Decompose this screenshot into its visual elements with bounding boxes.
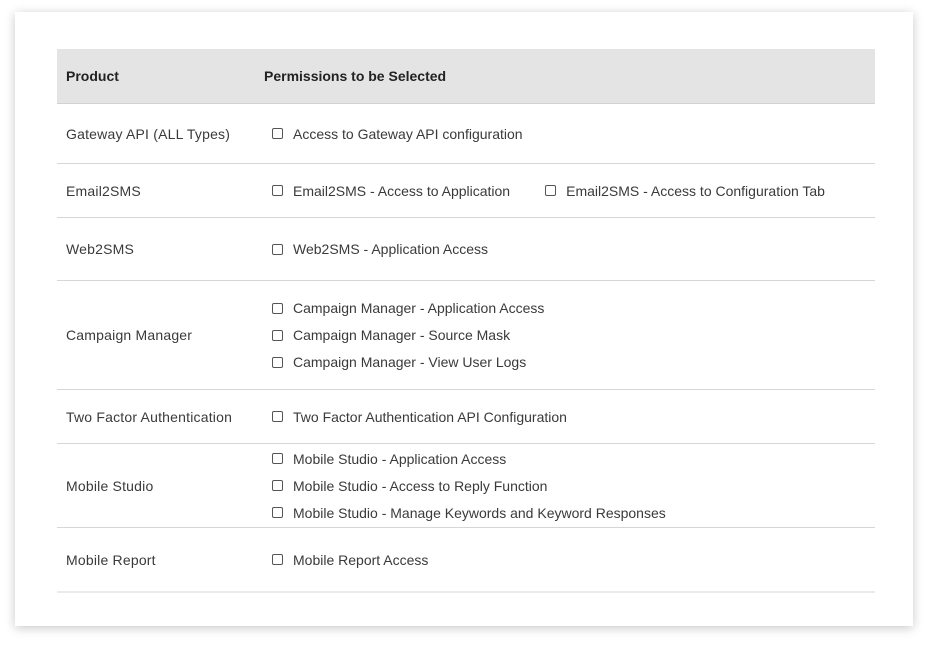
checkbox-icon[interactable] xyxy=(272,185,283,196)
permissions-card xyxy=(15,12,913,626)
permission-checkbox[interactable] xyxy=(272,300,544,316)
checkbox-icon[interactable] xyxy=(272,480,283,491)
permission-checkbox[interactable] xyxy=(272,183,510,199)
permission-checkbox[interactable] xyxy=(272,327,510,343)
checkbox-icon[interactable] xyxy=(545,185,556,196)
table-row xyxy=(57,218,875,281)
permission-label: Mobile Report Access xyxy=(293,551,429,568)
permission-label: Email2SMS - Access to Application xyxy=(293,182,511,199)
product-name: Email2SMS xyxy=(66,182,141,199)
permission-label: Mobile Studio - Manage Keywords and Keyword Responses xyxy=(293,504,666,521)
checkbox-icon[interactable] xyxy=(272,244,283,255)
permission-list xyxy=(272,164,875,217)
permission-checkbox[interactable] xyxy=(545,183,825,199)
table-row xyxy=(57,164,875,218)
checkbox-icon[interactable] xyxy=(272,303,283,314)
header-permissions: Permissions to be Selected xyxy=(264,68,447,84)
permission-label: Email2SMS - Access to Configuration Tab xyxy=(566,182,825,199)
product-name: Web2SMS xyxy=(66,241,135,257)
permission-label: Mobile Studio - Application Access xyxy=(293,450,507,467)
checkbox-icon[interactable] xyxy=(272,128,283,139)
permission-label: Two Factor Authentication API Configuration xyxy=(293,408,567,425)
permission-label: Campaign Manager - Source Mask xyxy=(293,327,511,343)
table-header xyxy=(57,49,875,104)
header-product: Product xyxy=(66,68,119,84)
checkbox-icon[interactable] xyxy=(272,357,283,368)
product-name: Gateway API (ALL Types) xyxy=(66,125,231,142)
permission-checkbox[interactable] xyxy=(272,409,567,425)
permission-list xyxy=(272,218,875,280)
permissions-table xyxy=(57,49,875,593)
checkbox-icon[interactable] xyxy=(272,554,283,565)
permission-list xyxy=(272,281,875,389)
table-row xyxy=(57,104,875,164)
table-row xyxy=(57,390,875,444)
table-row xyxy=(57,281,875,390)
product-name: Two Factor Authentication xyxy=(66,408,233,425)
permission-label: Web2SMS - Application Access xyxy=(293,241,489,257)
permission-list xyxy=(272,528,875,591)
permission-checkbox[interactable] xyxy=(272,241,488,257)
table-row xyxy=(57,444,875,528)
permission-label: Campaign Manager - View User Logs xyxy=(293,354,527,370)
product-name: Mobile Studio xyxy=(66,477,154,494)
permission-label: Mobile Studio - Access to Reply Function xyxy=(293,477,548,494)
checkbox-icon[interactable] xyxy=(272,411,283,422)
permission-list xyxy=(272,104,875,163)
permission-checkbox[interactable] xyxy=(272,354,526,370)
permission-label: Campaign Manager - Application Access xyxy=(293,300,545,316)
permission-label: Access to Gateway API configuration xyxy=(293,125,523,142)
table-row xyxy=(57,528,875,593)
permission-checkbox[interactable] xyxy=(272,126,523,142)
checkbox-icon[interactable] xyxy=(272,507,283,518)
permission-list xyxy=(272,444,875,527)
product-name: Campaign Manager xyxy=(66,327,193,343)
checkbox-icon[interactable] xyxy=(272,330,283,341)
permission-checkbox[interactable] xyxy=(272,505,666,521)
product-name: Mobile Report xyxy=(66,551,156,568)
permission-list xyxy=(272,390,875,443)
checkbox-icon[interactable] xyxy=(272,453,283,464)
permission-checkbox[interactable] xyxy=(272,552,428,568)
permission-checkbox[interactable] xyxy=(272,451,506,467)
permission-checkbox[interactable] xyxy=(272,478,547,494)
